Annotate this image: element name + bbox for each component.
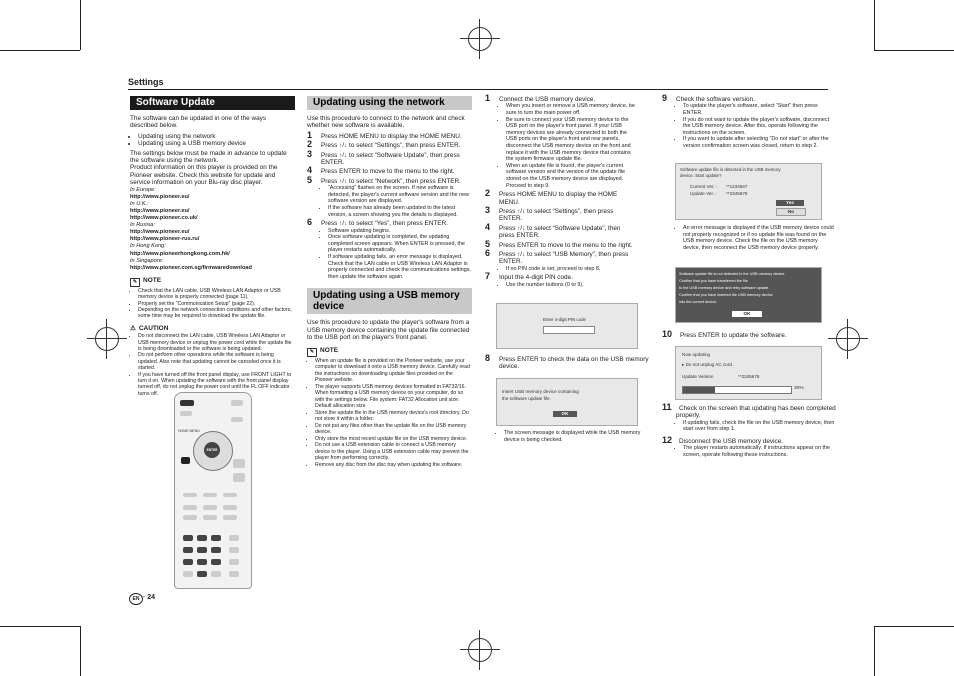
list-item: • Properly set the “Communication Setup” (page 22).: [138, 301, 295, 307]
remote-button: [223, 493, 237, 497]
website-link[interactable]: http://www.pioneer-rus.ru/: [130, 236, 200, 243]
crop-mark: [874, 626, 954, 627]
website-link[interactable]: http://www.pioneer.eu/: [130, 229, 190, 236]
number-button: [211, 547, 221, 553]
progress-percent: 30%: [794, 386, 804, 391]
button-grid: [183, 493, 243, 583]
number-button: [197, 547, 207, 553]
progress-version-label: Update Version: [682, 374, 714, 379]
remote-button: [229, 571, 239, 577]
progress-warning-text: Do not unplug AC cord.: [685, 362, 734, 367]
note-heading: [307, 347, 472, 357]
remote-button: [203, 515, 217, 520]
step-number: 6: [307, 217, 313, 228]
region-label: In Europe:: [130, 186, 156, 193]
step-text: Press HOME MENU to display the HOME MENU.: [321, 132, 462, 140]
screen-text: device. Start update?: [680, 173, 722, 178]
step-number: 1: [307, 129, 313, 140]
step-bullets: [499, 282, 635, 289]
list-item: • Software updating begins.: [328, 228, 472, 235]
number-button: [183, 547, 193, 553]
list-item: • Do not disconnect the LAN cable, USB Wireless LAN Adaptor or USB memory device or unplug the power cord while the update file is being downloaded or the software is being updated.: [138, 333, 295, 352]
advance-text: The settings below must be made in advance to update the software using the network.: [130, 149, 287, 165]
remote-control-illustration: [174, 392, 252, 589]
list-item: • To update the player's software, select “Start” then press ENTER.: [683, 103, 830, 116]
registration-mark: [95, 327, 119, 351]
list-item: • “Accessing” flashes on the screen. If new software is detected, the player's current software version and the new software version are displayed.: [328, 185, 472, 205]
remote-button: [183, 571, 193, 577]
usb-heading: Updating using a USB memory device: [307, 288, 472, 314]
step-number: 10: [662, 329, 673, 339]
remote-button: [223, 505, 237, 510]
progress-bar-track: [682, 386, 792, 394]
remote-button: [233, 473, 245, 482]
step-number: 2: [307, 139, 313, 150]
step: [485, 247, 635, 272]
step-bullets: [321, 185, 472, 218]
screen-text: the software update file.: [502, 396, 551, 401]
step-bullets: [676, 420, 844, 433]
open-close-button: [231, 400, 243, 406]
screen-text: Confirm that you have transferred the file: [679, 279, 748, 283]
list-item: • If you want to update after selecting “Do not start” or after the version confirmation screen was closed, return to step 2.: [683, 136, 830, 149]
list-item: • Do not use a USB extension cable to connect a USB memory device to the player. Using a USB extension cable may prevent the player from performing correctly.: [315, 442, 472, 462]
header-rule: [128, 89, 828, 90]
progress-warning: ▸ Do not unplug AC cord.: [682, 362, 734, 367]
screen-text: to the USB memory device and retry software update.: [679, 286, 770, 290]
screen-text: Confirm that you have inserted the USB memory device: [679, 293, 773, 297]
step-text: Disconnect the USB memory device.: [679, 438, 784, 445]
list-item: • If software updating fails, an error message is displayed. Check that the LAN cable or USB Wireless LAN Adaptor is properly connected and check the communications settings, then update the software again.: [328, 254, 472, 280]
number-button: [211, 559, 221, 565]
step: [485, 271, 635, 288]
caution-icon: ⚠: [130, 324, 136, 332]
list-item: • The screen message is displayed while the USB memory device is being checked.: [504, 430, 644, 443]
step: [307, 174, 472, 218]
list-item: • If you do not want to update the player's software, disconnect the USB memory device. After this, operate following the instructions on the screen.: [683, 117, 830, 137]
step-number: 11: [662, 402, 672, 412]
note-list: [130, 288, 295, 320]
step-number: 8: [485, 353, 491, 363]
progress-bar-fill: [683, 387, 715, 393]
list-item: • If updating fails, check the file on the USB memory device, then start over from step 1.: [683, 420, 844, 433]
power-button: [180, 400, 194, 406]
step-text: Press ↑/↓ to select “Settings”, then press ENTER.: [499, 207, 614, 223]
website-link[interactable]: http://www.pioneer.eu/: [130, 207, 190, 214]
list-item: • When an update file is found, the player's current software version and the version of the update file stored on the USB memory device are displayed. Proceed to step 9.: [506, 163, 635, 189]
page-number: · 24: [143, 594, 156, 601]
home-menu-button-label: HOME MENU: [178, 429, 200, 433]
step-text: Press ENTER to check the data on the USB memory device.: [499, 356, 649, 371]
step: [485, 93, 635, 189]
note-icon: ✎: [307, 348, 317, 357]
step: [485, 353, 649, 371]
step-text: Press ↑/↓ to select “Software Update”, then press ENTER.: [321, 151, 460, 167]
step-text: Press ↑/↓ to select “Yes”, then press ENTER.: [321, 220, 448, 228]
list-item: • Once software updating is completed, the updating completed screen appears. When ENTER is pressed, the player restarts automatically.: [328, 234, 472, 254]
page-number-value: 24: [147, 594, 156, 601]
language-badge: EN: [129, 593, 143, 605]
list-item: • When an update file is provided on the Pioneer website, use your computer to download it onto a USB memory device. Carefully read the instructions on downloading update files provided on the Pioneer website.: [315, 358, 472, 384]
number-button: [197, 559, 207, 565]
column-2: [307, 96, 472, 470]
current-version-label: Current Ver. :: [690, 184, 718, 189]
region-label: In U.K.:: [130, 200, 149, 207]
step-bullets: [321, 228, 472, 281]
list-item: • Updating using a USB memory device: [138, 140, 295, 147]
method-list: [130, 133, 295, 148]
remote-button: [183, 515, 197, 520]
step: [307, 217, 472, 280]
remote-button: [180, 411, 192, 416]
pin-field: [543, 326, 595, 334]
list-item: • Updating using the network: [138, 133, 295, 140]
list-item: • Do not put any files other than the update file on the USB memory device.: [315, 423, 472, 436]
list-item: • Do not perform other operations while the software is being updated. Also note that updating cannot be canceled once it is started.: [138, 352, 295, 371]
software-update-heading: Software Update: [130, 96, 295, 110]
note-heading: [130, 277, 295, 287]
website-link[interactable]: http://www.pioneerhongkong.com.hk/: [130, 250, 230, 257]
step: [662, 402, 844, 435]
step-number: 1: [485, 93, 491, 103]
region-label: In Hong Kong:: [130, 243, 166, 250]
ok-button[interactable]: OK: [732, 311, 762, 317]
step-number: 6: [485, 247, 491, 258]
step: [307, 148, 472, 167]
intro-text: The software can be updated in one of the ways described below.: [130, 115, 267, 130]
step-text: Connect the USB memory device.: [499, 96, 596, 103]
step-bullets: [676, 225, 835, 251]
remote-button: [229, 547, 239, 553]
updating-progress-screen: [675, 346, 822, 400]
step: [485, 204, 635, 223]
remote-button: [223, 515, 237, 520]
progress-version-value: **2345678: [738, 374, 760, 379]
screen-text: Insert USB memory device containing: [502, 389, 579, 394]
step-text: Check the software version.: [676, 96, 755, 103]
remote-button: [229, 535, 239, 541]
note-icon: ✎: [130, 278, 140, 287]
column-4: [662, 94, 830, 152]
pin-entry-screen: [496, 303, 638, 349]
usb-intro: Use this procedure to update the player's software from a USB memory device containing the update file connected to the USB port on the player's front panel.: [307, 319, 470, 342]
screen-text: Software update file is detected in the USB memory: [680, 167, 781, 172]
registration-mark: [468, 638, 492, 662]
front-light-button: [181, 457, 190, 464]
list-item: • Use the number buttons (0 to 9).: [506, 282, 635, 289]
update-error-screen: [675, 267, 822, 323]
step-bullets: [499, 266, 635, 273]
step-number: 3: [485, 204, 491, 215]
update-version-value: **2345678: [726, 191, 748, 196]
step: [662, 435, 844, 461]
remote-button: [229, 559, 239, 565]
website-link[interactable]: http://www.pioneer.com.sg/firmwaredownload: [130, 264, 252, 271]
list-item: • Depending on the network connection conditions and other factors, some time may be required to download the update file.: [138, 307, 295, 320]
list-item: • The player restarts automatically. If instructions appear on the screen, operate following these instructions.: [683, 445, 844, 458]
note-list: [307, 358, 472, 469]
step-text: Press ↑/↓ to select “Network”, then press ENTER.: [321, 177, 461, 185]
caution-label: CAUTION: [138, 324, 169, 332]
step-text: Press ENTER to move to the menu to the right.: [499, 241, 633, 249]
remote-button: [183, 493, 197, 497]
step: [307, 139, 472, 150]
website-link[interactable]: http://www.pioneer.eu/: [130, 193, 190, 200]
section-title: Settings: [128, 77, 164, 87]
update-version-label: Update Ver. :: [690, 191, 717, 196]
progress-title: Now updating: [682, 352, 711, 357]
update-detected-screen: [675, 163, 822, 220]
list-item: • When you insert or remove a USB memory device, be sure to turn the main power off.: [506, 103, 635, 116]
step-bullets: [499, 103, 635, 189]
note-label: NOTE: [143, 276, 162, 284]
remote-button: [211, 571, 221, 577]
step-text: Press ↑/↓ to select “USB Memory”, then press ENTER.: [499, 250, 629, 266]
note-label: NOTE: [320, 346, 339, 354]
step-number: 3: [307, 148, 313, 159]
step-number: 4: [485, 221, 491, 232]
step: [307, 165, 472, 176]
network-intro: Use this procedure to connect to the network and check whether new software is available.: [307, 115, 465, 130]
column-3: [485, 94, 635, 290]
no-button[interactable]: No: [776, 208, 806, 216]
list-item: • Check that the LAN cable, USB Wireless LAN Adaptor or USB memory device is properly connected (page 11).: [138, 288, 295, 301]
info-text: Product information on this player is provided on the Pioneer website. Check this website for update and service information on your Blu-ray disc player.: [130, 164, 278, 187]
current-version-value: **1234567: [726, 184, 748, 189]
yes-button[interactable]: Yes: [776, 200, 804, 206]
crop-mark: [874, 0, 875, 50]
enter-button: ENTER: [204, 442, 220, 458]
remote-button: [183, 505, 197, 510]
step-text: Check on the screen that updating has been completed properly.: [676, 405, 836, 420]
step-number: 12: [662, 435, 673, 445]
list-item: • If no PIN code is set, proceed to step 8.: [506, 266, 635, 273]
number-button: [183, 559, 193, 565]
step: [662, 329, 844, 339]
number-button: [197, 535, 207, 541]
step-number: 7: [485, 271, 491, 282]
number-button: [211, 535, 221, 541]
number-button: [183, 535, 193, 541]
remote-button: [233, 459, 245, 468]
step: [485, 238, 635, 249]
step-number: 5: [485, 238, 491, 249]
region-links: [130, 187, 295, 272]
list-item: • If you have turned off the front panel display, use FRONT LIGHT to turn it on. When updating the software with the front panel display turned off, do not unplug the power cord until the FL OFF indicator turns off.: [138, 372, 295, 398]
list-item: • Be sure to connect your USB memory device to the USB port on the player's front panel. If your USB memory devices are already connected to both the USB ports on the player's front and rear panels, disconnect the USB memory device on the front and replace it with the USB memory device that contains the system firmware update file.: [506, 117, 635, 163]
registration-mark: [468, 27, 492, 51]
crop-mark: [874, 50, 954, 51]
crop-mark: [80, 626, 81, 676]
step-number: 5: [307, 174, 313, 185]
column-1: [130, 96, 295, 399]
step-number: 2: [485, 188, 491, 199]
screen-text: Software update file is not detected in the USB memory device.: [679, 272, 786, 276]
step-text: Press ↑/↓ to select “Settings”, then press ENTER.: [321, 142, 461, 150]
remote-button: [203, 493, 217, 497]
step-text: Press ↑/↓ to select “Software Update”, then press ENTER.: [499, 224, 621, 240]
step-bullets: [676, 445, 844, 458]
screen-text: into the correct device.: [679, 300, 718, 304]
ok-button[interactable]: OK: [553, 411, 577, 417]
list-item: • Store the update file in the USB memory device's root directory. Do not store it within a folder.: [315, 410, 472, 423]
usb-insert-screen: [496, 378, 638, 426]
step: [485, 188, 635, 206]
step: [662, 93, 830, 150]
region-label: In Russia:: [130, 222, 155, 229]
network-heading: Updating using the network: [307, 96, 472, 110]
crop-mark: [0, 50, 80, 51]
crop-mark: [874, 626, 875, 676]
list-item: • An error message is displayed if the USB memory device could not properly recognized or if no update file was found on the USB memory device. Check the file on the USB memory device, then reconnect the USB memory device properly.: [683, 225, 835, 251]
step-bullets: [676, 103, 830, 149]
number-button: [197, 571, 207, 577]
step: [485, 221, 635, 240]
step-number: 9: [662, 93, 668, 103]
pin-screen-title: Enter 4-digit PIN code: [543, 317, 586, 322]
list-item: • Remove any disc from the disc tray when updating the software.: [315, 462, 472, 469]
step-number: 4: [307, 165, 313, 176]
list-item: • If the software has already been updated to the latest version, a screen showing you the details is displayed.: [328, 205, 472, 218]
crop-mark: [0, 626, 80, 627]
step: [307, 129, 472, 140]
list-item: • The player supports USB memory devices formatted in FAT32/16. When formatting a USB memory device on your computer, do so with the settings below. File system: FAT32 Allocation unit size: Default allocation size: [315, 384, 472, 410]
caution-heading: [130, 325, 295, 332]
step-text: Press HOME MENU to display the HOME MENU.: [499, 191, 618, 206]
remote-button: [203, 505, 217, 510]
caution-list: [130, 333, 295, 397]
step-text: Press ENTER to move to the menu to the right.: [321, 168, 455, 176]
step-text: Input the 4-digit PIN code.: [499, 274, 573, 282]
step-bullets: [497, 430, 644, 443]
crop-mark: [80, 0, 81, 50]
step-text: Press ENTER to update the software.: [680, 332, 787, 339]
list-item: • Only store the most recent update file on the USB memory device.: [315, 436, 472, 443]
website-link[interactable]: http://www.pioneer.co.uk/: [130, 215, 198, 222]
remote-button: [231, 417, 243, 422]
region-label: In Singapore:: [130, 257, 164, 264]
